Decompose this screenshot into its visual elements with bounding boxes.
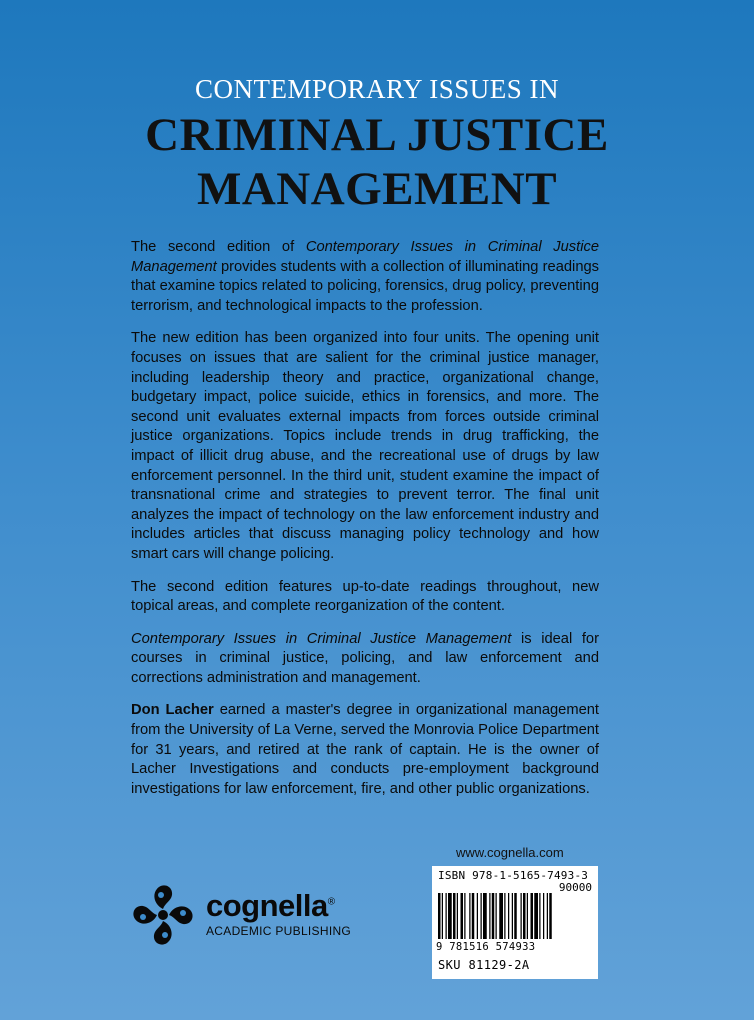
barcode-bar — [543, 893, 544, 939]
paragraph-units: The new edition has been organized into four units. The opening unit focuses on issues that are salient for the criminal justice manager, including leadership theory and practice, organizational change, budgetary impact, police suicide, ethics in forensics, and more. The second unit evaluates external impacts from forces outside criminal justice organizations. Topics include trends in drug trafficking, the impact of illicit drug abuse, and the recreational use of drugs by law enforcement personnel. In the third unit, student examine the impact of transnational crime and strategies to prevent terror. The final unit analyzes the impact of technology on the law enforcement industry and includes articles that discuss managing policy technology and how smart cars will change policing. — [131, 330, 599, 562]
paragraph-features: The second edition features up-to-date readings throughout, new topical areas, and complete reorganization of the content. — [131, 578, 599, 615]
cover-title-line-1: CRIMINAL JUSTICE — [145, 109, 609, 161]
barcode-bar — [442, 893, 443, 939]
barcode-number: 9 781516 574933 — [436, 941, 536, 953]
barcode-bar — [489, 893, 490, 939]
book-title-italic: Contemporary Issues in Criminal Justice Management — [131, 239, 599, 275]
author-name: Don Lacher — [131, 702, 214, 719]
barcode-bar — [483, 893, 487, 939]
barcode-bar — [492, 893, 495, 939]
price-code: 90000 — [558, 881, 592, 894]
barcode-bar — [504, 893, 505, 939]
barcode-bar — [461, 893, 464, 939]
barcode-bar — [438, 893, 441, 939]
barcode-bar — [496, 893, 497, 939]
barcode-bar — [523, 893, 526, 939]
barcode-bar — [549, 893, 552, 939]
barcode-bar — [512, 893, 513, 939]
flower-knot-icon — [130, 882, 196, 948]
registered-mark: ® — [327, 896, 335, 908]
barcode-bar — [521, 893, 522, 939]
cover-title — [0, 108, 754, 216]
cover-title-line-2: MANAGEMENT — [196, 163, 558, 215]
barcode-bar — [481, 893, 482, 939]
barcode-bar — [469, 893, 470, 939]
barcode-bar — [457, 893, 458, 939]
paragraph-intro: The second edition of Contemporary Issues in Criminal Justice Management provides students with a collection of illuminating readings that examine topics related to policing, forensics, drug policy, preventing terrorism, and technological impacts to the profession. — [131, 239, 599, 314]
barcode-bar — [499, 893, 503, 939]
publisher-name: cognella® — [206, 888, 335, 923]
barcode-bar — [508, 893, 509, 939]
barcode-bar — [539, 893, 540, 939]
cover-subtitle: CONTEMPORARY ISSUES IN — [194, 74, 560, 104]
barcode-bar — [527, 893, 528, 939]
publisher-subtitle: ACADEMIC PUBLISHING — [206, 924, 352, 938]
publisher-logo-block — [130, 882, 370, 942]
isbn-text: ISBN 978-1-5165-7493-3 — [438, 869, 589, 882]
back-cover-description — [131, 238, 599, 812]
barcode-icon — [436, 893, 594, 941]
sku-text: SKU 81129-2A — [438, 958, 530, 972]
book-title-italic: Contemporary Issues in Criminal Justice Management — [131, 630, 512, 647]
barcode-bar — [531, 893, 534, 939]
barcode-bar — [547, 893, 548, 939]
publisher-url: www.cognella.com — [456, 845, 564, 860]
barcode-bar — [472, 893, 475, 939]
barcode-label — [432, 866, 598, 979]
paragraph-audience: Contemporary Issues in Criminal Justice Management is ideal for courses in criminal justice, policing, and law enforcement and corrections administration and management. — [131, 630, 599, 686]
barcode-bar — [534, 893, 538, 939]
barcode-bar — [514, 893, 517, 939]
barcode-bar — [453, 893, 456, 939]
barcode-bar — [464, 893, 465, 939]
paragraph-author-bio: Don Lacher earned a master's degree in organizational management from the University of La Verne, served the Monrovia Police Department for 31 years, and retired at the rank of captain. He is the owner of Lacher Investigations and conducts pre-employment background investigations for law enforcement, fire, and other public organizations. — [131, 702, 599, 797]
barcode-bar — [448, 893, 452, 939]
barcode-bar — [477, 893, 478, 939]
barcode-bar — [446, 893, 447, 939]
